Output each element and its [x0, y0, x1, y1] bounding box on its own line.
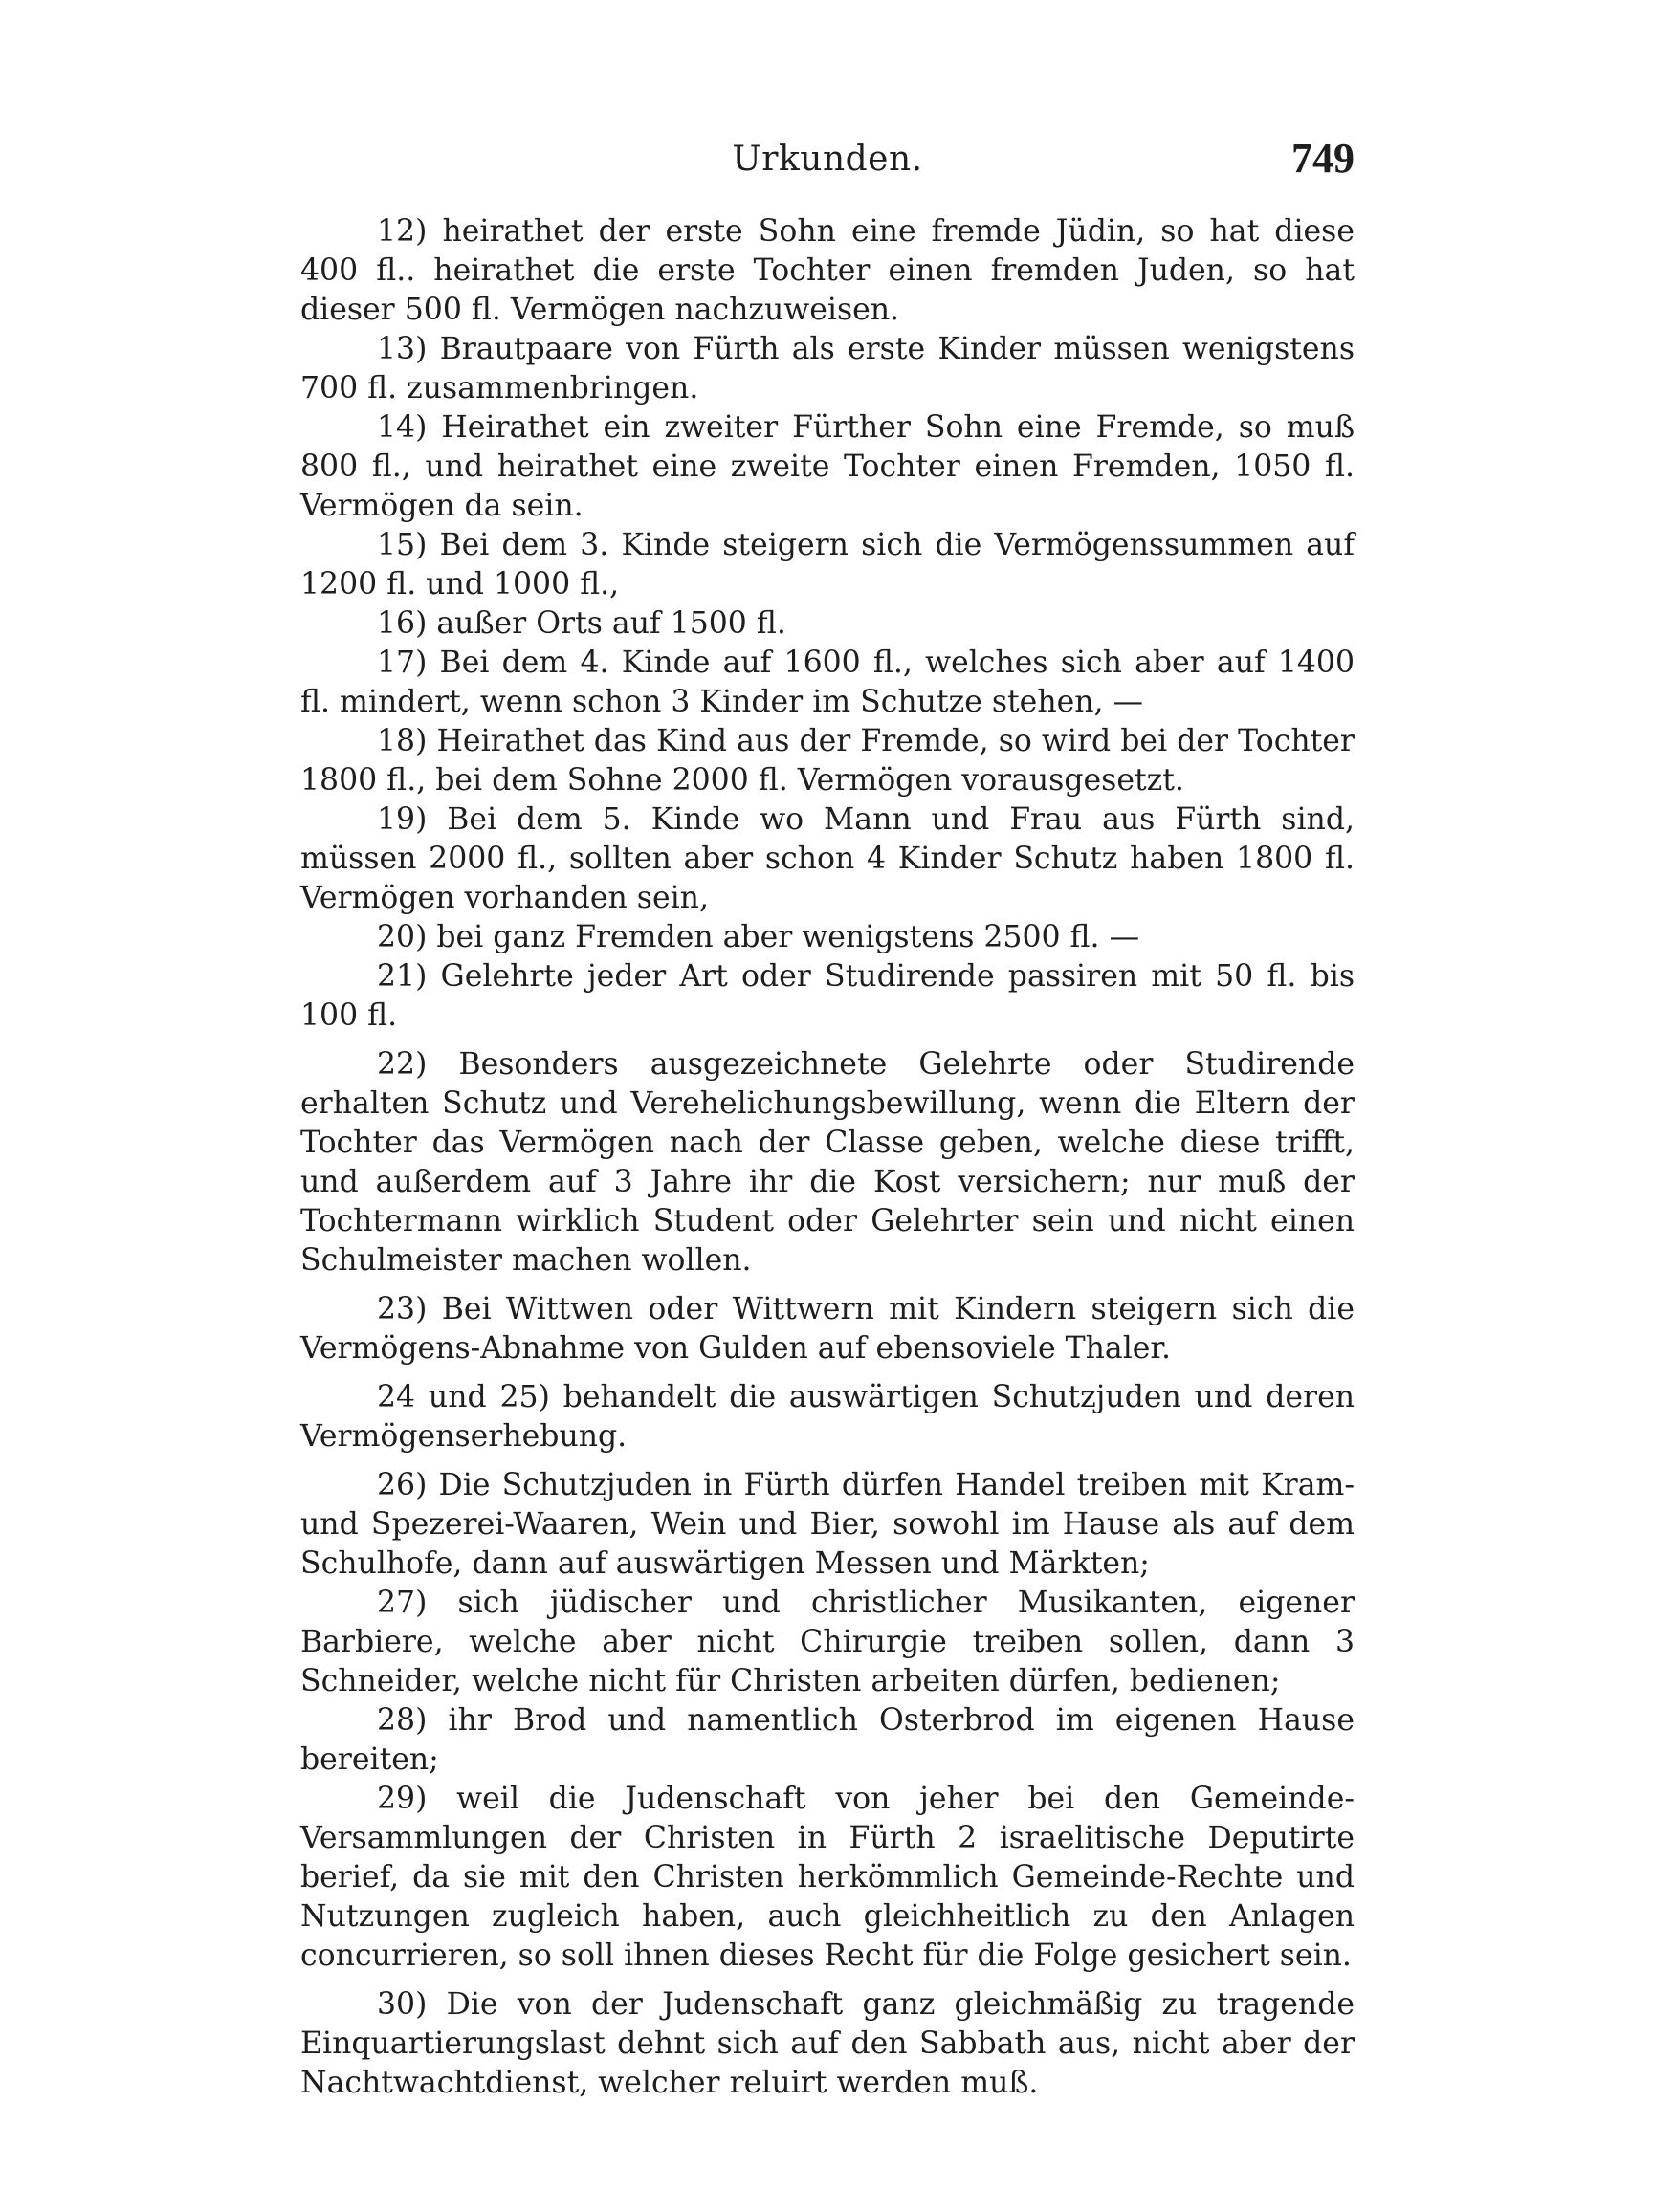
paragraph-21: 21) Gelehrte jeder Art oder Studirende passiren mit 50 fl. bis 100 fl.	[300, 959, 1355, 1033]
page-header	[300, 134, 1355, 191]
paragraph-16: 16) außer Orts auf 1500 fl.	[377, 606, 786, 641]
paragraph-30: 30) Die von der Judenschaft ganz gleichmäßig zu tragende Einquartierungslast dehnt sich auf den Sabbath aus, nicht aber der Nachtwachtdienst, welcher reluirt werden muß.	[300, 1987, 1355, 2100]
paragraph-19: 19) Bei dem 5. Kinde wo Mann und Frau aus Fürth sind, müssen 2000 fl., sollten aber schon 4 Kinder Schutz haben 1800 fl. Vermögen vorhanden sein,	[300, 802, 1355, 915]
paragraph-29: 29) weil die Judenschaft von jeher bei den Gemeinde-Versammlungen der Christen in Fürth 2 israelitische Deputirte berief, da sie mit den Christen herkömmlich Gemeinde-Rechte und Nutzungen zugleich haben, auch gleichheitlich zu den Anlagen concurrieren, so soll ihnen dieses Recht für die Folge gesichert sein.	[300, 1782, 1355, 1973]
running-title: Urkunden.	[732, 140, 923, 179]
paragraph-18: 18) Heirathet das Kind aus der Fremde, so wird bei der Tochter 1800 fl., bei dem Sohne 2000 fl. Vermögen vorausgesetzt.	[300, 724, 1355, 798]
paragraph-22: 22) Besonders ausgezeichnete Gelehrte oder Studirende erhalten Schutz und Verehelichungsbewillung, wenn die Eltern der Tochter das Vermögen nach der Classe geben, welche diese trifft, und außerdem auf 3 Jahre ihr die Kost versichern; nur muß der Tochtermann wirklich Student oder Gelehrter sein und nicht einen Schulmeister machen wollen.	[300, 1047, 1355, 1278]
paragraph-27: 27) sich jüdischer und christlicher Musikanten, eigener Barbiere, welche aber nicht Chirurgie treiben sollen, dann 3 Schneider, welche nicht für Christen arbeiten dürfen, bedienen;	[300, 1586, 1355, 1698]
paragraph-24-25: 24 und 25) behandelt die auswärtigen Schutzjuden und deren Vermögenserhebung.	[300, 1380, 1355, 1454]
paragraph-20: 20) bei ganz Fremden aber wenigstens 2500 fl. —	[377, 920, 1140, 954]
page-number: 749	[1291, 135, 1355, 182]
paragraph-26: 26) Die Schutzjuden in Fürth dürfen Handel treiben mit Kram- und Spezerei-Waaren, Wein und Bier, sowohl im Hause als auf dem Schulhofe, dann auf auswärtigen Messen und Märkten;	[300, 1468, 1355, 1581]
body-text	[300, 212, 1355, 2103]
paragraph-15: 15) Bei dem 3. Kinde steigern sich die Vermögenssummen auf 1200 fl. und 1000 fl.,	[300, 528, 1355, 602]
paragraph-23: 23) Bei Wittwen oder Wittwern mit Kindern steigern sich die Vermögens-Abnahme von Gulden auf ebensoviele Thaler.	[300, 1292, 1355, 1366]
paragraph-12: 12) heirathet der erste Sohn eine fremde Jüdin, so hat diese 400 fl.. heirathet die erste Tochter einen fremden Juden, so hat dieser 500 fl. Vermögen nachzuweisen.	[300, 214, 1355, 327]
paragraph-13: 13) Brautpaare von Fürth als erste Kinder müssen wenigstens 700 fl. zusammenbringen.	[300, 332, 1355, 405]
paragraph-28: 28) ihr Brod und namentlich Osterbrod im eigenen Hause bereiten;	[300, 1703, 1355, 1777]
paragraph-17: 17) Bei dem 4. Kinde auf 1600 fl., welches sich aber auf 1400 fl. mindert, wenn schon 3 Kinder im Schutze stehen, —	[300, 646, 1355, 719]
paragraph-14: 14) Heirathet ein zweiter Fürther Sohn eine Fremde, so muß 800 fl., und heirathet eine zweite Tochter einen Fremden, 1050 fl. Vermögen da sein.	[300, 410, 1355, 523]
